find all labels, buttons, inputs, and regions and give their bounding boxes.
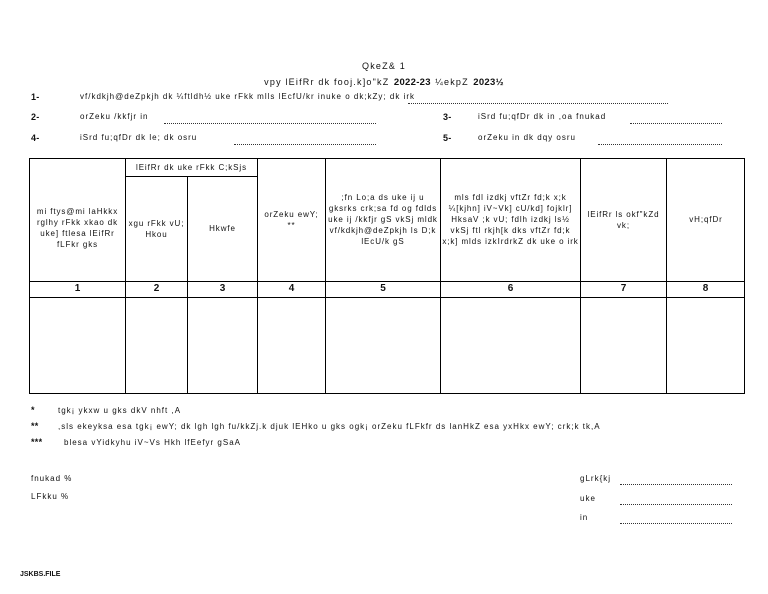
col-number-7: 7 — [620, 283, 627, 294]
header-col-3: Hkwfe — [209, 224, 236, 233]
form-heading — [0, 72, 768, 90]
field-3-number: 3- — [443, 112, 452, 122]
heading-year-start: 2022-23 — [393, 77, 431, 88]
field-3-label: iSrd fu;qfDr dk in ,oa fnukad — [478, 112, 607, 121]
col-number-5: 5 — [380, 283, 386, 294]
field-5-number: 5- — [443, 133, 452, 143]
footnote-1-mark: * — [31, 405, 35, 415]
col-number-3: 3 — [219, 283, 226, 294]
footnote-1-text: tgk¡ ykxw u gks dkV nhft ,A — [58, 406, 182, 415]
post-blank[interactable] — [620, 511, 732, 529]
date-label: fnukad % — [31, 474, 73, 483]
header-col-2: xgu rFkk vU; Hkou — [128, 218, 185, 239]
footnote-3-mark: *** — [31, 437, 43, 447]
signature-label: gLrk{kj — [580, 474, 612, 483]
field-4-number: 4- — [31, 133, 40, 143]
table-divider — [29, 297, 745, 298]
field-2-number: 2- — [31, 112, 40, 122]
file-label: JSKBS.FILE — [20, 571, 61, 578]
field-2-blank[interactable] — [164, 111, 376, 129]
field-4-blank[interactable] — [234, 132, 376, 150]
col-number-2: 2 — [153, 283, 160, 294]
footnote-2-text: ,sls ekeyksa esa tgk¡ ewY; dk lgh lgh fu/kkZj.k djuk lEHko u gks ogk¡ orZeku fLFkfr ds lanHkZ esa yxHkx ewY; crk;k tk,A — [58, 422, 601, 431]
header-col-4: orZeku ewY; ** — [264, 209, 319, 230]
table-divider — [257, 158, 258, 394]
name-label: uke — [580, 494, 596, 503]
footnote-2-mark: ** — [31, 421, 39, 431]
heading-month: ¼ekpZ — [435, 77, 469, 87]
table-divider — [29, 281, 745, 282]
field-3-blank[interactable] — [630, 111, 722, 129]
footnote-3-text: blesa vYidkyhu iV~Vs Hkh lfEefyr gSaA — [64, 438, 241, 447]
field-2-label: orZeku /kkfjr in — [80, 112, 149, 121]
signature-blank[interactable] — [620, 472, 732, 490]
place-label: LFkku % — [31, 492, 70, 501]
col-number-1: 1 — [74, 283, 81, 294]
post-label: in — [580, 513, 589, 522]
group-header-property-name: lEifRr dk uke rFkk C;kSjs — [136, 163, 247, 172]
form-title: QkeZ& 1 — [362, 61, 406, 71]
col-number-4: 4 — [288, 283, 295, 294]
table-divider — [440, 158, 441, 394]
table-divider — [325, 158, 326, 394]
field-1-label: vf/kdkjh@deZpkjh dk ¼ftldh½ uke rFkk mlls lEcfU/kr inuke o dk;kZy; dk irk — [80, 92, 415, 101]
field-4-label: iSrd fu;qfDr dk le; dk osru — [80, 133, 198, 142]
col-number-8: 8 — [702, 283, 709, 294]
header-col-6: mls fdl izdkj vftZr fd;k x;k ¼[kjhn] iV~Vk] cU/kd] fojklr] HksaV ;k vU; fdlh izdkj ls½ vkSj ftl rkjh[k dks vftZr fd;k x;k] mlds izkIrdrkZ dk uke o irk — [442, 193, 579, 246]
table-divider — [580, 158, 581, 394]
header-col-7: lEifRr ls okf"kZd vk; — [587, 209, 660, 230]
field-1-blank[interactable] — [408, 91, 668, 109]
heading-text: vpy lEifRr dk fooj.k]o"kZ — [264, 77, 390, 87]
table-divider — [666, 158, 667, 394]
name-blank[interactable] — [620, 492, 732, 510]
table-divider — [125, 158, 126, 394]
heading-year-end: 2023½ — [473, 77, 504, 88]
header-col-5: ;fn Lo;a ds uke ij u gksrks crk;sa fd og fdlds uke ij /kkfjr gS vkSj mldk vf/kdkjh@deZpkjh ls D;k lEcU/k gS — [328, 193, 438, 246]
field-5-label: orZeku in dk dqy osru — [478, 133, 576, 142]
col-number-6: 6 — [507, 283, 514, 294]
field-1-number: 1- — [31, 92, 40, 102]
header-col-8: vH;qfDr — [689, 215, 723, 224]
field-5-blank[interactable] — [598, 132, 722, 150]
header-col-1: mi ftys@mi laHkkx rglhy rFkk xkao dk uke] ftlesa lEifRr fLFkr gks — [36, 207, 119, 249]
